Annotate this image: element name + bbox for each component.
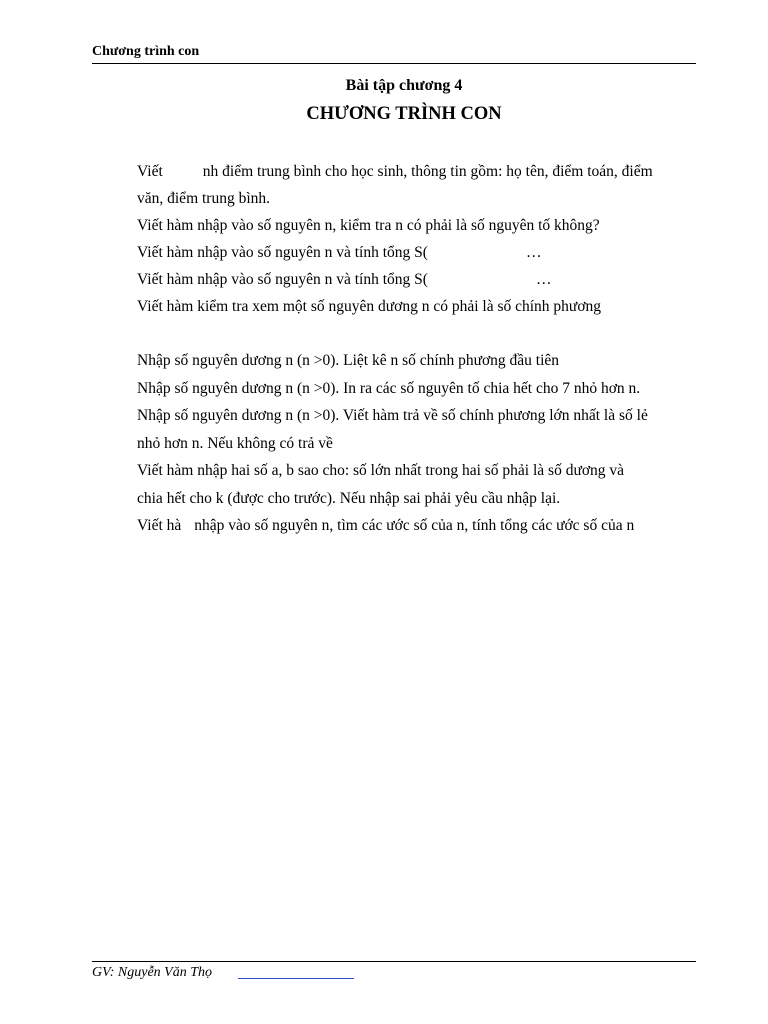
line-text: văn, điểm trung bình.	[137, 190, 271, 207]
exercise-line	[137, 244, 541, 262]
line-text: Viết hàm nhập hai số a, b sao cho: số lớn nhất trong hai số phải là số dương và	[137, 462, 625, 479]
line-text: Nhập số nguyên dương n (n >0). Liệt kê n số chính phương đầu tiên	[137, 352, 560, 369]
exercise-line	[137, 217, 600, 235]
line-text: Nhập số nguyên dương n (n >0). In ra các số nguyên tố chia hết cho 7 nhỏ hơn n.	[137, 380, 641, 397]
exercise-line	[137, 380, 640, 398]
exercise-line	[137, 490, 560, 508]
line-text: Nhập số nguyên dương n (n >0). Viết hàm trả về số chính phương lớn nhất là số lẻ	[137, 407, 648, 424]
line-text: chia hết cho k (được cho trước). Nếu nhập sai phải yêu cầu nhập lại.	[137, 490, 561, 507]
document-title: Bài tập chương 4	[345, 77, 463, 94]
footer-underline	[238, 978, 354, 979]
document-subtitle: CHƯƠNG TRÌNH CON	[306, 104, 502, 124]
line-text: Viết hàm kiểm tra xem một số nguyên dương n có phải là số chính phương	[137, 298, 602, 315]
line-text: nhập vào số nguyên n, tìm các ước số của n, tính tổng các ước số của n	[194, 517, 635, 534]
exercise-line	[137, 435, 333, 453]
exercise-line	[137, 352, 559, 370]
line-text: nh điểm trung bình cho học sinh, thông tin gồm: họ tên, điểm toán, điểm	[202, 163, 653, 180]
line-text: Viết hà	[137, 517, 182, 534]
page-footer	[92, 961, 696, 980]
exercise-line	[137, 190, 270, 208]
line-text: Viết	[137, 163, 163, 180]
exercise-line	[137, 298, 601, 316]
exercise-line	[137, 462, 624, 480]
line-text: …	[525, 244, 542, 261]
header-title: Chương trình con	[92, 44, 200, 59]
exercise-line	[137, 271, 551, 289]
footer-author: GV: Nguyễn Văn Thọ	[92, 965, 213, 980]
line-text: nhỏ hơn n. Nếu không có trả về	[137, 435, 333, 452]
line-text: Viết hàm nhập vào số nguyên n và tính tổng S(	[137, 244, 428, 261]
exercise-line	[137, 517, 634, 535]
page-header	[92, 42, 696, 64]
line-text: …	[535, 271, 552, 288]
line-text: Viết hàm nhập vào số nguyên n, kiểm tra n có phải là số nguyên tố không?	[137, 217, 600, 234]
line-text: Viết hàm nhập vào số nguyên n và tính tổng S(	[137, 271, 428, 288]
exercise-line	[137, 163, 653, 181]
exercise-line	[137, 407, 648, 425]
